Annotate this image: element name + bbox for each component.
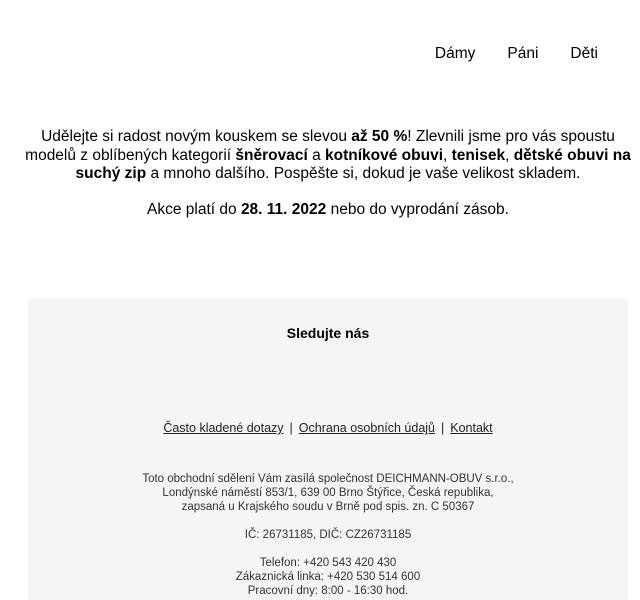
top-navigation xyxy=(403,45,598,63)
promo-text: ! Zlevnili jsme pro vás spoustu modelů z oblíbených kategorií xyxy=(25,128,615,164)
company-ids: IČ: 26731185, DIČ: CZ26731185 xyxy=(244,529,412,541)
footer-links xyxy=(28,421,628,436)
nav-link-deti[interactable]: Děti xyxy=(570,45,598,62)
company-address: Londýnské náměstí 853/1, 639 00 Brno Štýřice, Česká republika, xyxy=(162,487,494,499)
working-hours: Pracovní dny: 8:00 - 16:30 hod. xyxy=(247,585,409,597)
promo-text: Udělejte si radost novým kouskem se slevou xyxy=(41,128,352,145)
company-registration: zapsaná u Krajského soudu v Brně pod spis. zn. C 50367 xyxy=(181,501,475,513)
phone-number: Telefon: +420 543 420 430 xyxy=(259,557,397,569)
contact-link[interactable]: Kontakt xyxy=(450,421,493,435)
faq-link[interactable]: Často kladené dotazy xyxy=(163,421,284,435)
promo-category-lace-up: šněrovací xyxy=(235,146,308,164)
promo-text: , xyxy=(505,146,514,164)
nav-link-pani[interactable]: Páni xyxy=(507,45,539,62)
company-line: Toto obchodní sdělení Vám zasílá společnost DEICHMANN-OBUV s.r.o., xyxy=(142,473,514,485)
promo-category-ankle: kotníkové obuvi xyxy=(325,146,444,164)
company-info xyxy=(28,472,628,514)
validity-text: Akce platí do xyxy=(147,201,241,218)
contact-info xyxy=(28,556,628,598)
promo-text: a mnoho dalšího. Pospěšte si, dokud je vaše velikost skladem. xyxy=(146,165,581,182)
offer-validity xyxy=(0,201,640,219)
promo-text: a xyxy=(307,146,326,164)
follow-us-heading: Sledujte nás xyxy=(286,325,370,341)
promo-text: , xyxy=(443,146,452,164)
privacy-link[interactable]: Ochrana osobních údajů xyxy=(298,421,436,435)
link-separator: | xyxy=(289,421,293,435)
validity-date: 28. 11. 2022 xyxy=(240,201,327,218)
link-separator: | xyxy=(441,421,445,435)
customer-hotline: Zákaznická linka: +420 530 514 600 xyxy=(235,571,421,583)
nav-link-damy[interactable]: Dámy xyxy=(434,45,476,62)
promo-category-sneakers: tenisek xyxy=(451,146,506,164)
promo-discount: až 50 % xyxy=(351,128,408,145)
promo-category-kids-velcro: dětské obuvi na suchý zip xyxy=(75,146,631,182)
footer xyxy=(28,298,628,600)
promo-paragraph xyxy=(20,128,636,184)
validity-text: nebo do vyprodání zásob. xyxy=(326,201,509,218)
